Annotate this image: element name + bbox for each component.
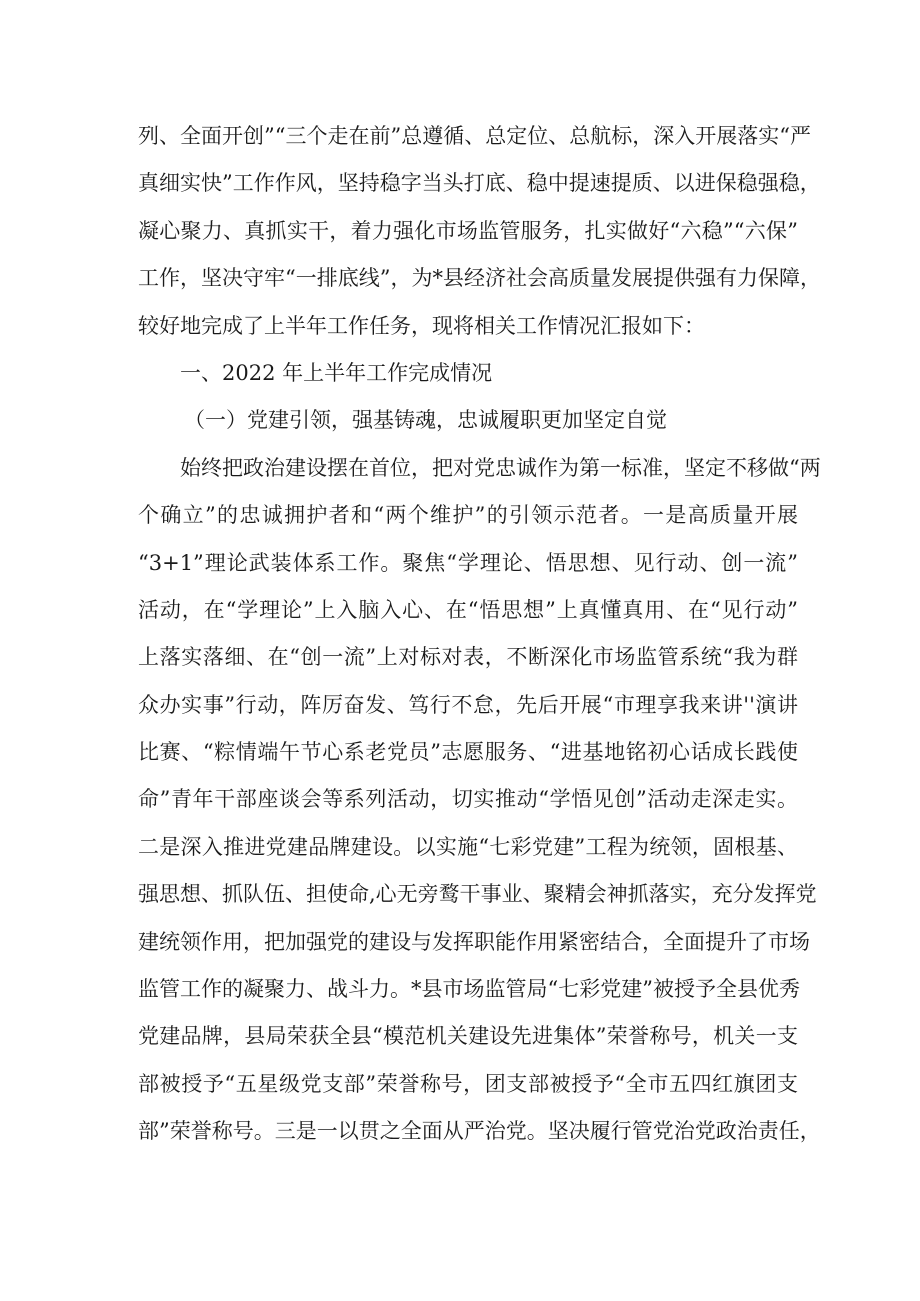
paragraph-line: 党建品牌，县局荣获全县“模范机关建设先进集体”荣誉称号，机关一支: [138, 1024, 798, 1049]
paragraph-line: 建统领作用，把加强党的建设与发挥职能作用紧密结合，全面提升了市场: [138, 929, 810, 954]
paragraph-line: 监管工作的凝聚力、战斗力。*县市场监管局“七彩党建”被授予全县优秀: [138, 977, 800, 1002]
section-heading: 一、2022 年上半年工作完成情况: [180, 360, 493, 385]
paragraph-line: 真细实快”工作作风，坚持稳字当头打底、稳中提速提质、以进保稳强稳，: [138, 171, 821, 196]
paragraph-line: “3+1”理论武装体系工作。聚焦“学理论、悟思想、见行动、创一流”: [138, 550, 798, 575]
paragraph-line: 比赛、“粽情端午节心系老党员”志愿服务、“进基地铭初心话成长践使: [138, 740, 798, 765]
paragraph-line: 始终把政治建设摆在首位，把对党忠诚作为第一标准，坚定不移做“两: [180, 455, 821, 480]
document-body: [138, 113, 821, 1156]
paragraph-line: 命”青年干部座谈会等系列活动，切实推动“学悟见创”活动走深走实。: [138, 787, 798, 812]
paragraph-line: 凝心聚力、真抓实干，着力强化市场监管服务，扎实做好“六稳”“六保”: [138, 218, 798, 243]
paragraph-line: 列、全面开创”“三个走在前”总遵循、总定位、总航标，深入开展落实“严: [138, 124, 811, 148]
paragraph-line: 个确立”的忠诚拥护者和“两个维护”的引领示范者。一是高质量开展: [138, 503, 798, 528]
paragraph-line: 活动，在“学理论”上入脑入心、在“悟思想”上真懂真用、在“见行动”: [138, 597, 798, 622]
paragraph-line: 二是深入推进党建品牌建设。以实施“七彩党建”工程为统领，固根基、: [138, 834, 798, 859]
paragraph-line: 部被授予“五星级党支部”荣誉称号，团支部被授予“全市五四红旗团支: [138, 1071, 798, 1096]
paragraph-line: 强思想、抓队伍、担使命,心无旁鹜干事业、聚精会神抓落实，充分发挥党: [138, 882, 817, 907]
paragraph-line: 部”荣誉称号。三是一以贯之全面从严治党。坚决履行管党治党政治责任，: [138, 1119, 821, 1144]
subsection-heading: （一）党建引领，强基铸魂，忠诚履职更加坚定自觉: [184, 408, 667, 433]
paragraph-line: 上落实落细、在“创一流”上对标对表，不断深化市场监管系统“我为群: [138, 645, 798, 670]
paragraph-line: 工作，坚决守牢“一排底线”，为*县经济社会高质量发展提供强有力保障，: [138, 266, 821, 291]
paragraph-line: 较好地完成了上半年工作任务，现将相关工作情况汇报如下：: [138, 313, 705, 338]
paragraph-line: 众办实事”行动，阵厉奋发、笃行不怠，先后开展“市理享我来讲''演讲: [138, 692, 798, 717]
